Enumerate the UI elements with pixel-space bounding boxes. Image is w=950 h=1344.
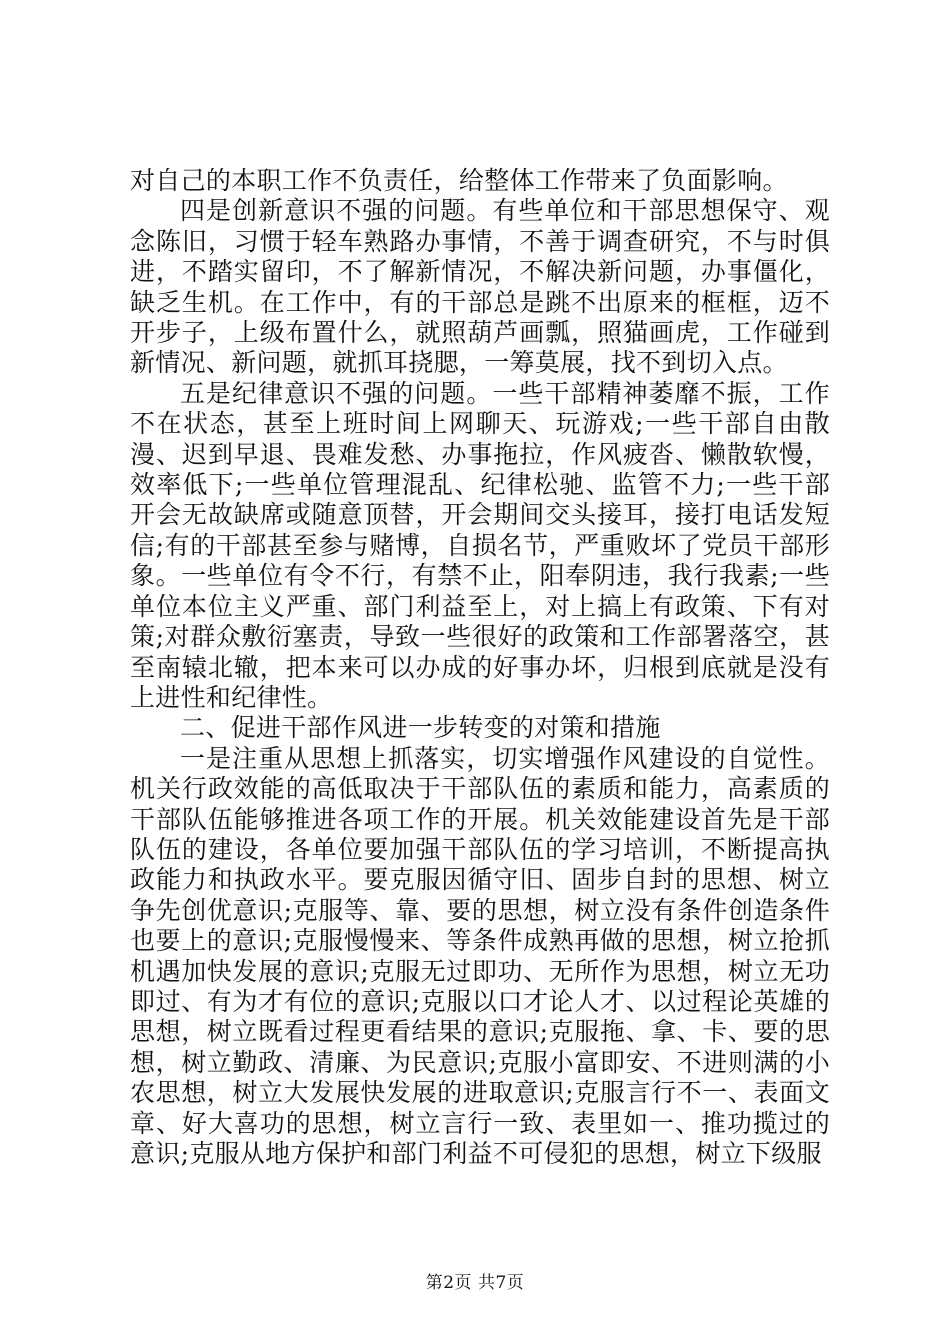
paragraph-innovation-awareness: 四是创新意识不强的问题。有些单位和干部思想保守、观念陈旧，习惯于轻车熟路办事情，不善于调查研究，不与时俱进，不踏实留印，不了解新情况，不解决新问题，办事僵化，缺乏生机。在工作中，有的干部总是跳不出原来的框框，迈不开步子，上级布置什么，就照葫芦画瓢，照猫画虎，工作碰到新情况、新问题，就抓耳挠腮，一筹莫展，找不到切入点。 bbox=[130, 196, 830, 378]
paragraph-discipline-awareness: 五是纪律意识不强的问题。一些干部精神萎靡不振，工作不在状态，甚至上班时间上网聊天、玩游戏;一些干部自由散漫、迟到早退、畏难发愁、办事拖拉，作风疲沓、懒散软慢，效率低下;一些单位管理混乱、纪律松驰、监管不力;一些干部开会无故缺席或随意顶替，开会期间交头接耳，接打电话发短信;有的干部甚至参与赌博，自损名节，严重败坏了党员干部形象。一些单位有令不行，有禁不止，阳奉阴违，我行我素;一些单位本位主义严重、部门利益至上，对上搞上有政策、下有对策;对群众敷衍塞责，导致一些很好的政策和工作部署落空，甚至南辕北辙，把本来可以办成的好事办坏，归根到底就是没有上进性和纪律性。 bbox=[130, 378, 830, 712]
section-heading: 二、促进干部作风进一步转变的对策和措施 bbox=[180, 713, 661, 743]
document-body bbox=[130, 166, 830, 1169]
page-number-footer: 第2页 共7页 bbox=[425, 1273, 525, 1293]
paragraph-continuation: 对自己的本职工作不负责任，给整体工作带来了负面影响。 bbox=[130, 166, 788, 195]
paragraph-ideological-measures: 一是注重从思想上抓落实，切实增强作风建设的自觉性。机关行政效能的高低取决于干部队伍的素质和能力，高素质的干部队伍能够推进各项工作的开展。机关效能建设首先是干部队伍的建设，各单位要加强干部队伍的学习培训，不断提高执政能力和执政水平。要克服因循守旧、固步自封的思想、树立争先创优意识;克服等、靠、要的思想，树立没有条件创造条件也要上的意识;克服慢慢来、等条件成熟再做的思想，树立抢抓机遇加快发展的意识;克服无过即功、无所作为思想，树立无功即过、有为才有位的意识;克服以口才论人才、以过程论英雄的思想，树立既看过程更看结果的意识;克服拖、拿、卡、要的思想，树立勤政、清廉、为民意识;克服小富即安、不进则满的小农思想，树立大发展快发展的进取意识;克服言行不一、表面文章、好大喜功的思想，树立言行一致、表里如一、推功揽过的意识;克服从地方保护和部门利益不可侵犯的思想，树立下级服 bbox=[130, 743, 830, 1168]
